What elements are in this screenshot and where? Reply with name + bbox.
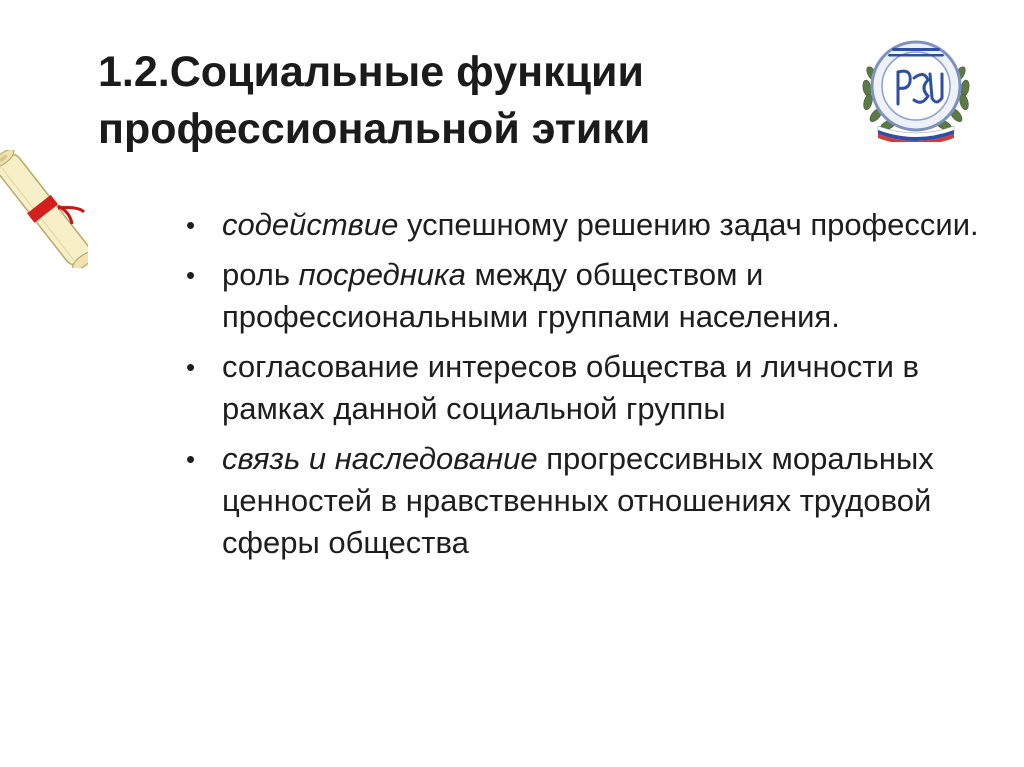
bullet-dot: • [186, 352, 196, 382]
bullet-1-emphasis: содействие [222, 207, 399, 242]
bullet-3-text: согласование интересов общества и личности в рамках данной социальной группы [222, 349, 919, 426]
list-item [186, 254, 986, 338]
bullet-list [186, 204, 986, 572]
list-item [186, 346, 986, 430]
bullet-dot: • [186, 260, 196, 290]
bullet-2-text-b: между обществом и профессиональными группами населения. [222, 257, 840, 334]
bullet-1-text: успешному решению задач профессии. [398, 207, 979, 242]
diploma-scroll-icon [0, 150, 88, 268]
bullet-dot: • [186, 444, 196, 474]
list-item [186, 438, 986, 564]
bullet-2-text-a: роль [222, 257, 299, 292]
university-emblem-icon [858, 34, 974, 142]
title-line-2: профессиональной этики [98, 105, 651, 153]
page-title [98, 44, 798, 158]
bullet-2-emphasis: посредника [298, 257, 466, 292]
bullet-dot: • [186, 210, 196, 240]
bullet-4-text: прогрессивных моральных ценностей в нравственных отношениях трудовой сферы общества [222, 441, 934, 560]
title-line-1: 1.2.Социальные функции [98, 48, 644, 96]
bullet-4-emphasis: связь и наследование [222, 441, 538, 476]
list-item [186, 204, 986, 246]
